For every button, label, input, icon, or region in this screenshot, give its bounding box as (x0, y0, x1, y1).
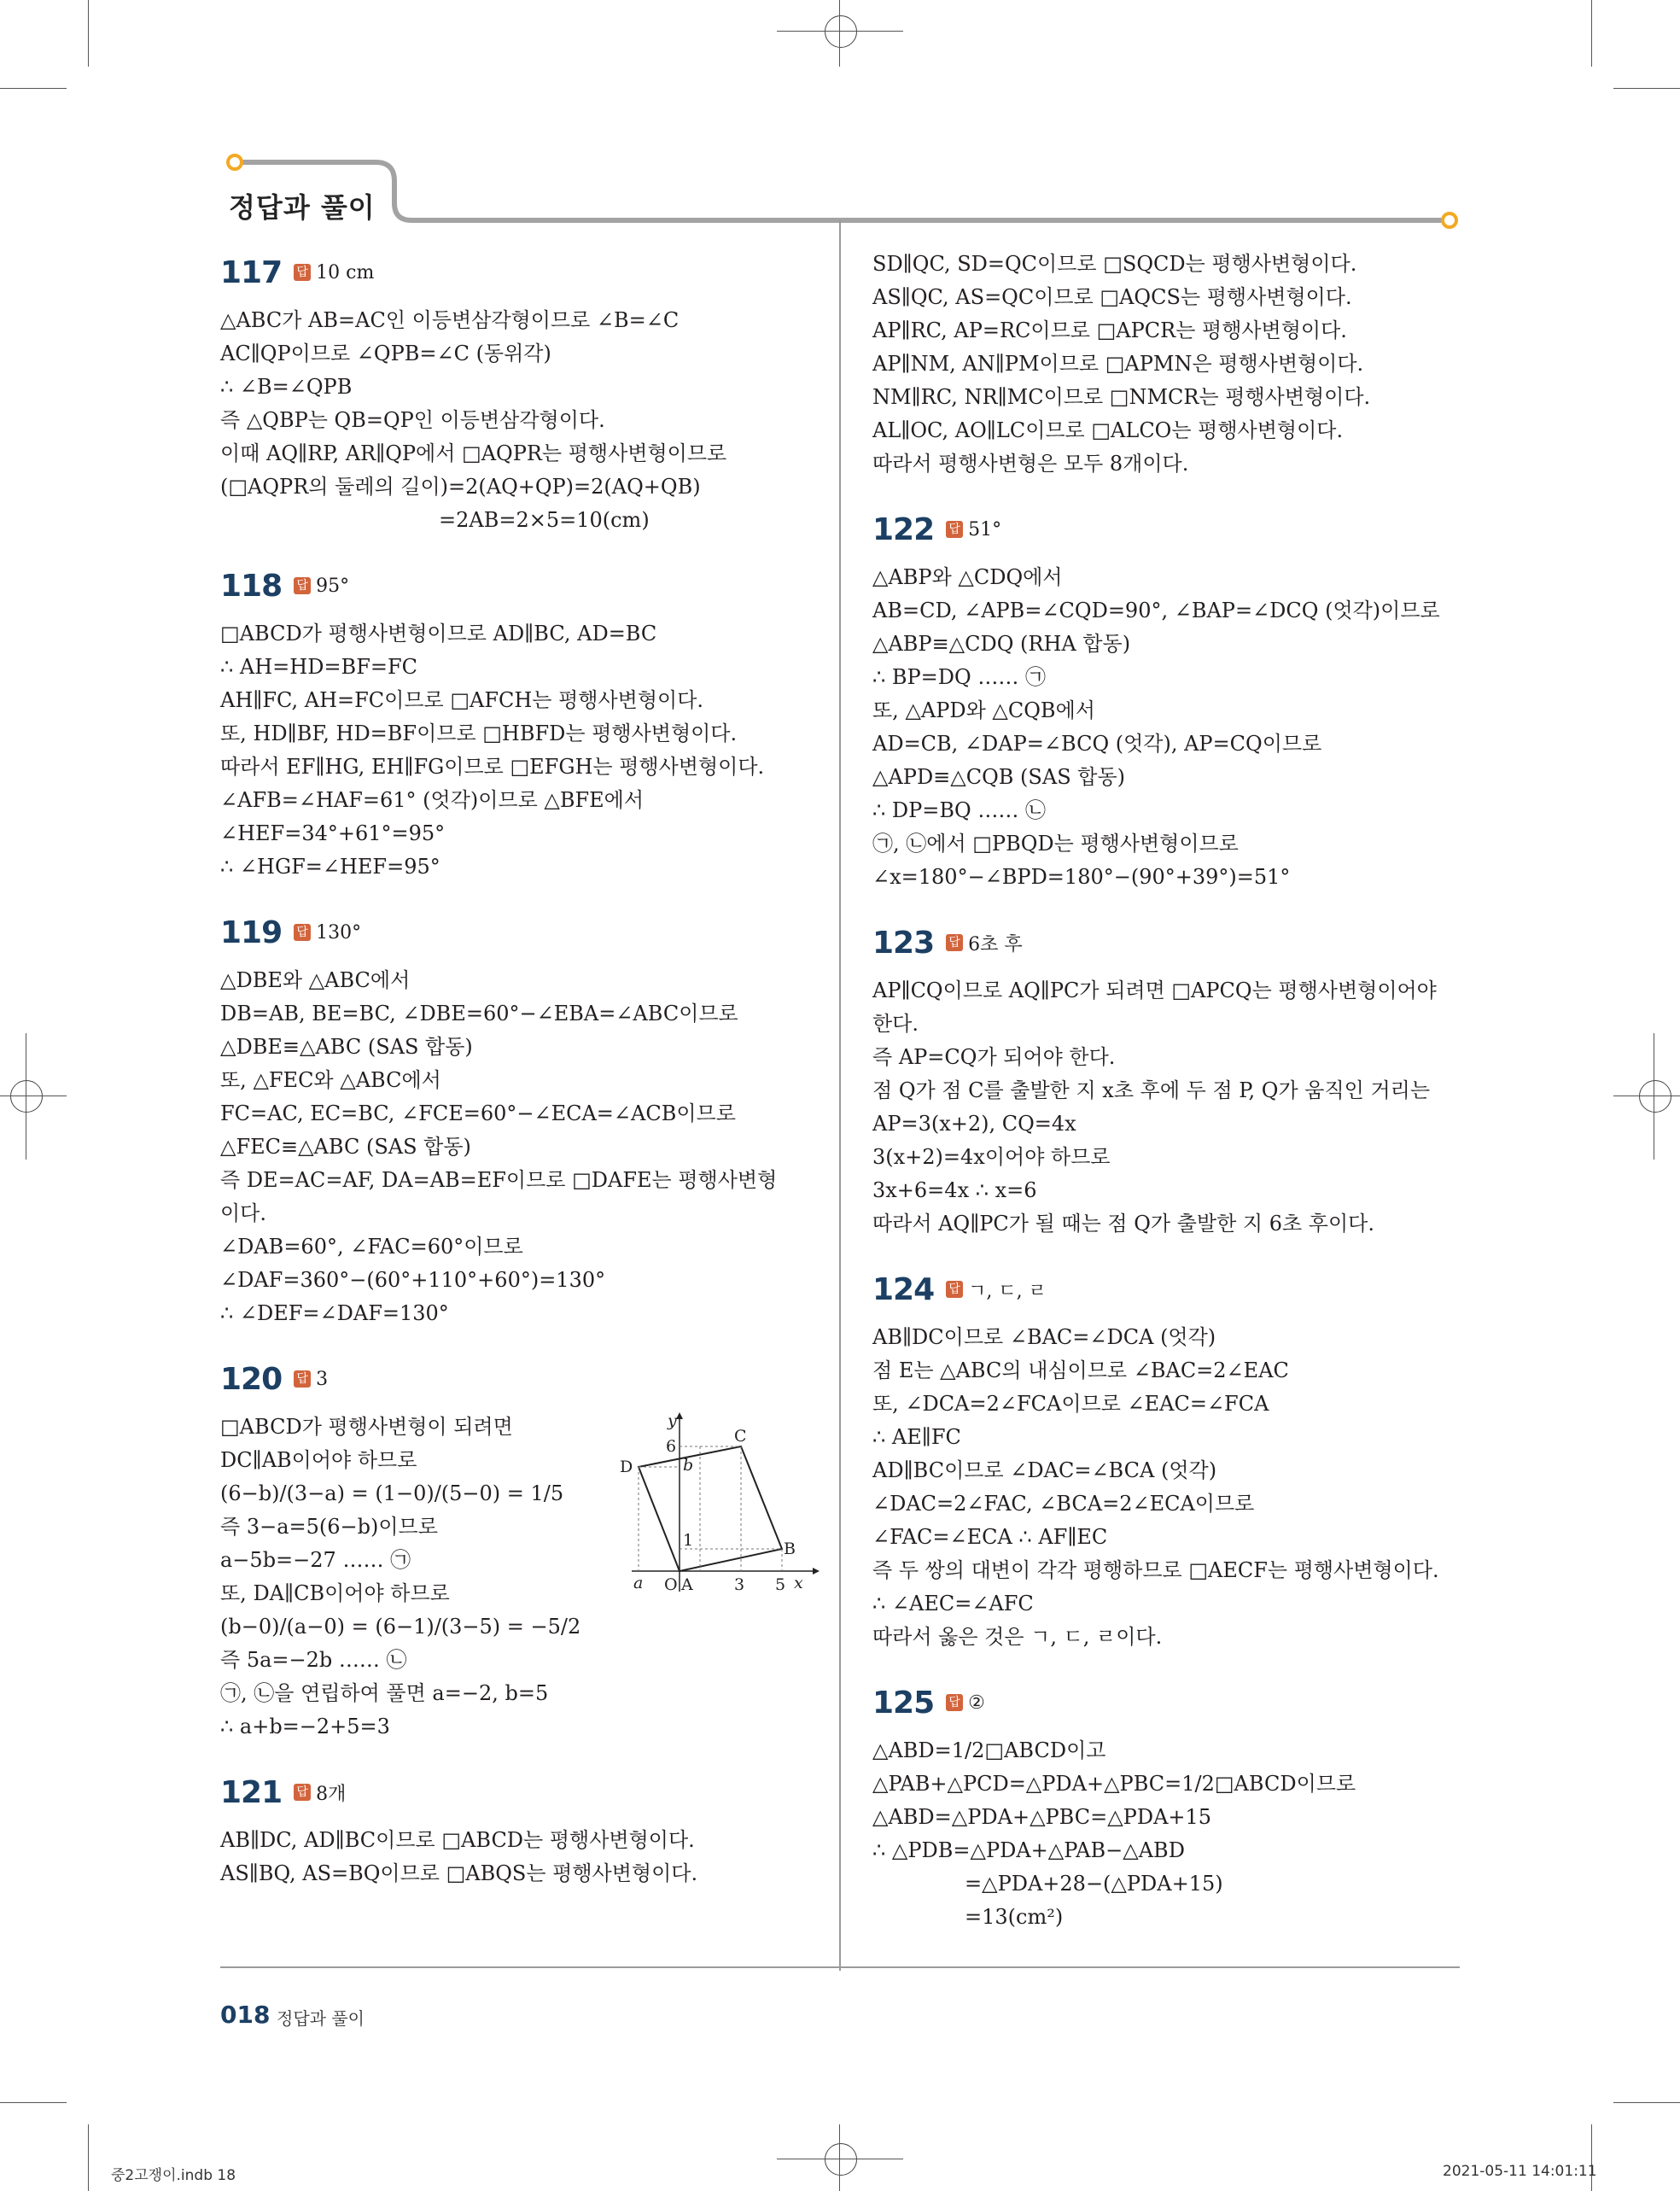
solution-line: a−5b=−27 …… ㉠ (220, 1548, 411, 1572)
problem-answer: 95° (316, 575, 350, 597)
axis-label-y: y (668, 1411, 677, 1430)
solution-line: □ABCD가 평행사변형이 되려면 (220, 1415, 513, 1439)
solution-line: =2AB=2×5=10(cm) (439, 508, 650, 532)
answer-badge-icon: 답 (946, 934, 963, 951)
solution-line: 한다. (872, 1012, 919, 1036)
registration-mark (1639, 1080, 1671, 1113)
solution-line: (□AQPR의 둘레의 길이)=2(AQ+QP)=2(AQ+QB) (220, 475, 701, 499)
solution-line: AD=CB, ∠DAP=∠BCQ (엇각), AP=CQ이므로 (872, 732, 1322, 756)
solution-line: AB=CD, ∠APB=∠CQD=90°, ∠BAP=∠DCQ (엇각)이므로 (872, 599, 1440, 622)
point-label-o: O (664, 1575, 678, 1594)
solution-line: ㉠, ㉡을 연립하여 풀면 a=−2, b=5 (220, 1681, 549, 1705)
tick-label-3: 3 (734, 1575, 745, 1594)
solution-line: △APD≡△CQB (SAS 합동) (872, 765, 1125, 789)
problem-header (220, 561, 835, 611)
answer-badge-icon: 답 (946, 521, 963, 538)
column-divider (839, 220, 841, 1971)
solution-line: 즉 두 쌍의 대변이 각각 평행하므로 □AECF는 평행사변형이다. (872, 1558, 1439, 1582)
solution-line: △PAB+△PCD=△PDA+△PBC=1/2□ABCD이므로 (872, 1772, 1356, 1796)
solution-line: ∠HEF=34°+61°=95° (220, 821, 446, 845)
crop-mark (839, 2124, 840, 2191)
crop-mark (1591, 2124, 1592, 2191)
solution-line: =13(cm²) (965, 1905, 1064, 1929)
solution-line: AS∥QC, AS=QC이므로 □AQCS는 평행사변형이다. (872, 285, 1352, 309)
axis-label-x: x (794, 1574, 803, 1592)
registration-mark (825, 2143, 857, 2176)
solution-line: 이때 AQ∥RP, AR∥QP에서 □AQPR는 평행사변형이므로 (220, 441, 727, 465)
print-slug-file: 중2고쟁이.indb 18 (111, 2167, 236, 2184)
solution-line: 즉 DE=AC=AF, DA=AB=EF이므로 □DAFE는 평행사변형 (220, 1168, 778, 1192)
solution-line: DB=AB, BE=BC, ∠DBE=60°−∠EBA=∠ABC이므로 (220, 1002, 738, 1025)
point-label-d: D (620, 1458, 633, 1476)
solution-line: AP∥NM, AN∥PM이므로 □APMN은 평행사변형이다. (872, 352, 1364, 376)
problem-answer: 10 cm (316, 261, 375, 283)
solution-line: ∴ ∠B=∠QPB (220, 375, 353, 399)
y-axis-arrow (676, 1412, 683, 1419)
problem-header (872, 918, 1487, 967)
right-column (872, 248, 1487, 1934)
solution-line: 즉 5a=−2b …… ㉡ (220, 1648, 407, 1672)
page-header-title: 정답과 풀이 (229, 191, 376, 224)
problem-answer: ② (968, 1691, 985, 1714)
solution-line: AL∥OC, AO∥LC이므로 □ALCO는 평행사변형이다. (872, 418, 1344, 442)
solution-line: △DBE와 △ABC에서 (220, 968, 411, 992)
solution-line: AC∥QP이므로 ∠QPB=∠C (동위각) (220, 342, 551, 365)
solution-line: □ABCD가 평행사변형이므로 AD∥BC, AD=BC (220, 622, 657, 646)
crop-mark (1613, 2102, 1680, 2103)
solution-line: ∴ ∠AEC=∠AFC (872, 1592, 1034, 1615)
problem-number: 124 (872, 1271, 935, 1307)
solution-line: ∴ DP=BQ …… ㉡ (872, 798, 1046, 822)
solution-line: ∠DAB=60°, ∠FAC=60°이므로 (220, 1235, 523, 1259)
solution-line: AP∥RC, AP=RC이므로 □APCR는 평행사변형이다. (872, 318, 1347, 342)
solution-line: 점 Q가 점 C를 출발한 지 x초 후에 두 점 P, Q가 움직인 거리는 (872, 1078, 1431, 1102)
coordinate-figure (615, 1409, 820, 1597)
x-axis-arrow (813, 1568, 820, 1575)
point-label-b: B (784, 1540, 796, 1558)
solution-line: 3x+6=4x ∴ x=6 (872, 1178, 1037, 1202)
solution-line: AH∥FC, AH=FC이므로 □AFCH는 평행사변형이다. (220, 688, 704, 712)
solution-line: △ABP≡△CDQ (RHA 합동) (872, 632, 1131, 656)
problem-header (220, 248, 835, 297)
solution-line: ∴ AH=HD=BF=FC (220, 655, 417, 679)
page-footer-label: 정답과 풀이 (277, 2008, 365, 2029)
crop-mark (88, 2124, 89, 2191)
problem-answer: 51° (968, 518, 1002, 540)
solution-line: AP=3(x+2), CQ=4x (872, 1112, 1076, 1136)
page-number: 018 (220, 2001, 271, 2029)
solution-line: 또, △FEC와 △ABC에서 (220, 1068, 441, 1092)
problem-number: 122 (872, 511, 935, 547)
answer-badge-icon: 답 (294, 577, 311, 594)
answer-badge-icon: 답 (946, 1694, 963, 1711)
solution-line: ∠AFB=∠HAF=61° (엇각)이므로 △BFE에서 (220, 788, 645, 812)
tick-label-a: a (633, 1574, 644, 1592)
tick-label-b: b (683, 1456, 694, 1475)
solution-line: (6−b)/(3−a) = (1−0)/(5−0) = 1/5 (220, 1481, 564, 1505)
problem-answer: 6초 후 (968, 933, 1023, 955)
problem-number: 118 (220, 568, 283, 604)
footer-rule (220, 1966, 1460, 1968)
problem-answer: 130° (316, 921, 362, 944)
solution-line: ∠x=180°−∠BPD=180°−(90°+39°)=51° (872, 865, 1291, 889)
solution-line: 이다. (220, 1201, 266, 1225)
solution-line: △FEC≡△ABC (SAS 합동) (220, 1135, 471, 1159)
solution-line: 3(x+2)=4x이어야 하므로 (872, 1145, 1111, 1169)
problem-header (872, 1265, 1487, 1314)
problem-answer: 3 (316, 1368, 329, 1390)
point-label-c: C (734, 1427, 747, 1446)
solution-line: ∠FAC=∠ECA ∴ AF∥EC (872, 1525, 1108, 1549)
solution-line: AD∥BC이므로 ∠DAC=∠BCA (엇각) (872, 1458, 1217, 1482)
solution-line: ∴ BP=DQ …… ㉠ (872, 665, 1046, 689)
print-slug-date: 2021-05-11 14:01:11 (1443, 2163, 1597, 2180)
solution-line: AP∥CQ이므로 AQ∥PC가 되려면 □APCQ는 평행사변형이어야 (872, 979, 1437, 1002)
solution-line: (b−0)/(a−0) = (6−1)/(3−5) = −5/2 (220, 1615, 581, 1639)
solution-line: ∴ ∠DEF=∠DAF=130° (220, 1301, 449, 1325)
solution-line: 또, △APD와 △CQB에서 (872, 698, 1095, 722)
solution-line: ∠DAC=2∠FAC, ∠BCA=2∠ECA이므로 (872, 1492, 1255, 1516)
solution-line: 또, ∠DCA=2∠FCA이므로 ∠EAC=∠FCA (872, 1392, 1269, 1416)
problem-answer: ㄱ, ㄷ, ㄹ (968, 1280, 1047, 1302)
problem-header (220, 1354, 835, 1404)
solution-line: =△PDA+28−(△PDA+15) (965, 1872, 1223, 1896)
solution-line: △ABC가 AB=AC인 이등변삼각형이므로 ∠B=∠C (220, 308, 680, 332)
tick-label-5: 5 (775, 1575, 786, 1594)
parallelogram-abcd (639, 1446, 782, 1571)
point-label-a: A (681, 1575, 693, 1594)
solution-line: ∴ AE∥FC (872, 1425, 961, 1449)
solution-line: ∠DAF=360°−(60°+110°+60°)=130° (220, 1268, 606, 1292)
problem-header (872, 1678, 1487, 1727)
solution-line: 따라서 AQ∥PC가 될 때는 점 Q가 출발한 지 6초 후이다. (872, 1212, 1374, 1236)
answer-badge-icon: 답 (294, 1370, 311, 1388)
answer-badge-icon: 답 (294, 264, 311, 281)
problem-number: 117 (220, 254, 283, 290)
solution-line: 즉 AP=CQ가 되어야 한다. (872, 1045, 1116, 1069)
solution-line: 점 E는 △ABC의 내심이므로 ∠BAC=2∠EAC (872, 1358, 1289, 1382)
solution-line: ∴ a+b=−2+5=3 (220, 1715, 390, 1738)
problem-header (220, 1767, 835, 1817)
solution-line: AB∥DC, AD∥BC이므로 □ABCD는 평행사변형이다. (220, 1828, 695, 1852)
answer-badge-icon: 답 (946, 1281, 963, 1298)
answer-badge-icon: 답 (294, 1784, 311, 1801)
registration-mark (10, 1080, 43, 1113)
solution-line: ㉠, ㉡에서 □PBQD는 평행사변형이므로 (872, 832, 1239, 856)
tick-label-1: 1 (683, 1531, 694, 1550)
problem-number: 120 (220, 1361, 283, 1397)
solution-line: △ABP와 △CDQ에서 (872, 565, 1063, 589)
solution-line: 또, HD∥BF, HD=BF이므로 □HBFD는 평행사변형이다. (220, 722, 738, 745)
solution-line: ∴ ∠HGF=∠HEF=95° (220, 855, 440, 879)
solution-line: FC=AC, EC=BC, ∠FCE=60°−∠ECA=∠ACB이므로 (220, 1101, 736, 1125)
solution-line: 즉 △QBP는 QB=QP인 이등변삼각형이다. (220, 408, 605, 432)
problem-number: 119 (220, 914, 283, 950)
problem-number: 125 (872, 1685, 935, 1721)
crop-mark (0, 2102, 67, 2103)
solution-line: △ABD=△PDA+△PBC=△PDA+15 (872, 1805, 1212, 1829)
solution-line: 또, DA∥CB이어야 하므로 (220, 1581, 450, 1605)
solution-line: 따라서 평행사변형은 모두 8개이다. (872, 452, 1189, 476)
solution-line: DC∥AB이어야 하므로 (220, 1448, 417, 1472)
solution-line: NM∥RC, NR∥MC이므로 □NMCR는 평행사변형이다. (872, 385, 1371, 409)
problem-answer: 8개 (316, 1783, 347, 1805)
solution-line: AS∥BQ, AS=BQ이므로 □ABQS는 평행사변형이다. (220, 1861, 698, 1885)
solution-line: 따라서 옳은 것은 ㄱ, ㄷ, ㄹ이다. (872, 1625, 1163, 1649)
answer-badge-icon: 답 (294, 924, 311, 941)
solution-line: AB∥DC이므로 ∠BAC=∠DCA (엇각) (872, 1325, 1216, 1349)
solution-line: SD∥QC, SD=QC이므로 □SQCD는 평행사변형이다. (872, 252, 1357, 276)
problem-number: 123 (872, 925, 935, 961)
solution-line: 즉 3−a=5(6−b)이므로 (220, 1515, 438, 1539)
solution-line: △DBE≡△ABC (SAS 합동) (220, 1035, 473, 1059)
problem-header (220, 908, 835, 957)
solution-line: ∴ △PDB=△PDA+△PAB−△ABD (872, 1838, 1185, 1862)
problem-number: 121 (220, 1774, 283, 1810)
solution-line: △ABD=1/2□ABCD이고 (872, 1738, 1106, 1762)
tick-label-6: 6 (666, 1437, 677, 1456)
problem-header (872, 505, 1487, 554)
solution-line: 따라서 EF∥HG, EH∥FG이므로 □EFGH는 평행사변형이다. (220, 755, 765, 779)
left-column (220, 248, 835, 1890)
